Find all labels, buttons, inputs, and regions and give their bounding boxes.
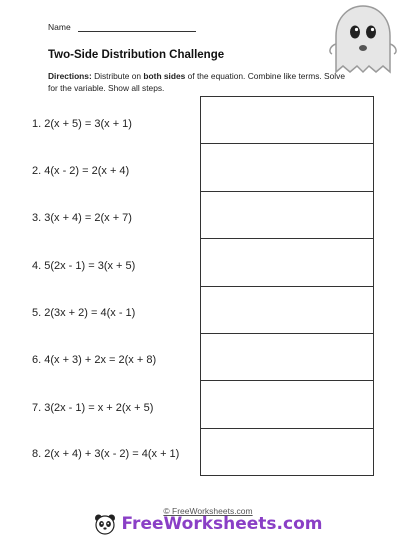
problem-4: 4. 5(2x - 1) = 3(x + 5) [32, 260, 136, 272]
name-line[interactable] [78, 22, 196, 32]
directions-text-1: Distribute on [91, 71, 144, 81]
answer-box-8[interactable] [201, 429, 373, 476]
problem-7: 7. 3(2x - 1) = x + 2(x + 5) [32, 402, 154, 414]
problem-2: 2. 4(x - 2) = 2(x + 4) [32, 165, 130, 177]
problem-8: 8. 2(x + 4) + 3(x - 2) = 4(x + 1) [32, 448, 180, 460]
panda-icon [94, 513, 116, 535]
answer-box-1[interactable] [201, 97, 373, 144]
directions-emphasis: both sides [143, 71, 186, 81]
directions-label: Directions: [48, 71, 92, 81]
answer-box-4[interactable] [201, 239, 373, 286]
ghost-icon [326, 4, 400, 76]
copyright-text: © FreeWorksheets.com [163, 506, 253, 516]
problem-3: 3. 3(x + 4) = 2(x + 7) [32, 212, 132, 224]
problem-6: 6. 4(x + 3) + 2x = 2(x + 8) [32, 354, 157, 366]
answer-grid [200, 96, 374, 476]
problem-1: 1. 2(x + 5) = 3(x + 1) [32, 118, 132, 130]
directions [48, 71, 348, 94]
directions-text-2: of the equation. Combine like terms. Solve for the variable. Show all steps. [48, 71, 345, 93]
answer-box-7[interactable] [201, 381, 373, 428]
name-label: Name [48, 22, 71, 32]
answer-box-5[interactable] [201, 287, 373, 334]
name-field [48, 22, 196, 32]
worksheet-title: Two-Side Distribution Challenge [48, 49, 225, 61]
answer-box-6[interactable] [201, 334, 373, 381]
answer-box-2[interactable] [201, 144, 373, 191]
problem-5: 5. 2(3x + 2) = 4(x - 1) [32, 307, 136, 319]
footer-brand [0, 513, 416, 535]
answer-box-3[interactable] [201, 192, 373, 239]
brand-logo-text[interactable]: FreeWorksheets.com [121, 514, 323, 534]
